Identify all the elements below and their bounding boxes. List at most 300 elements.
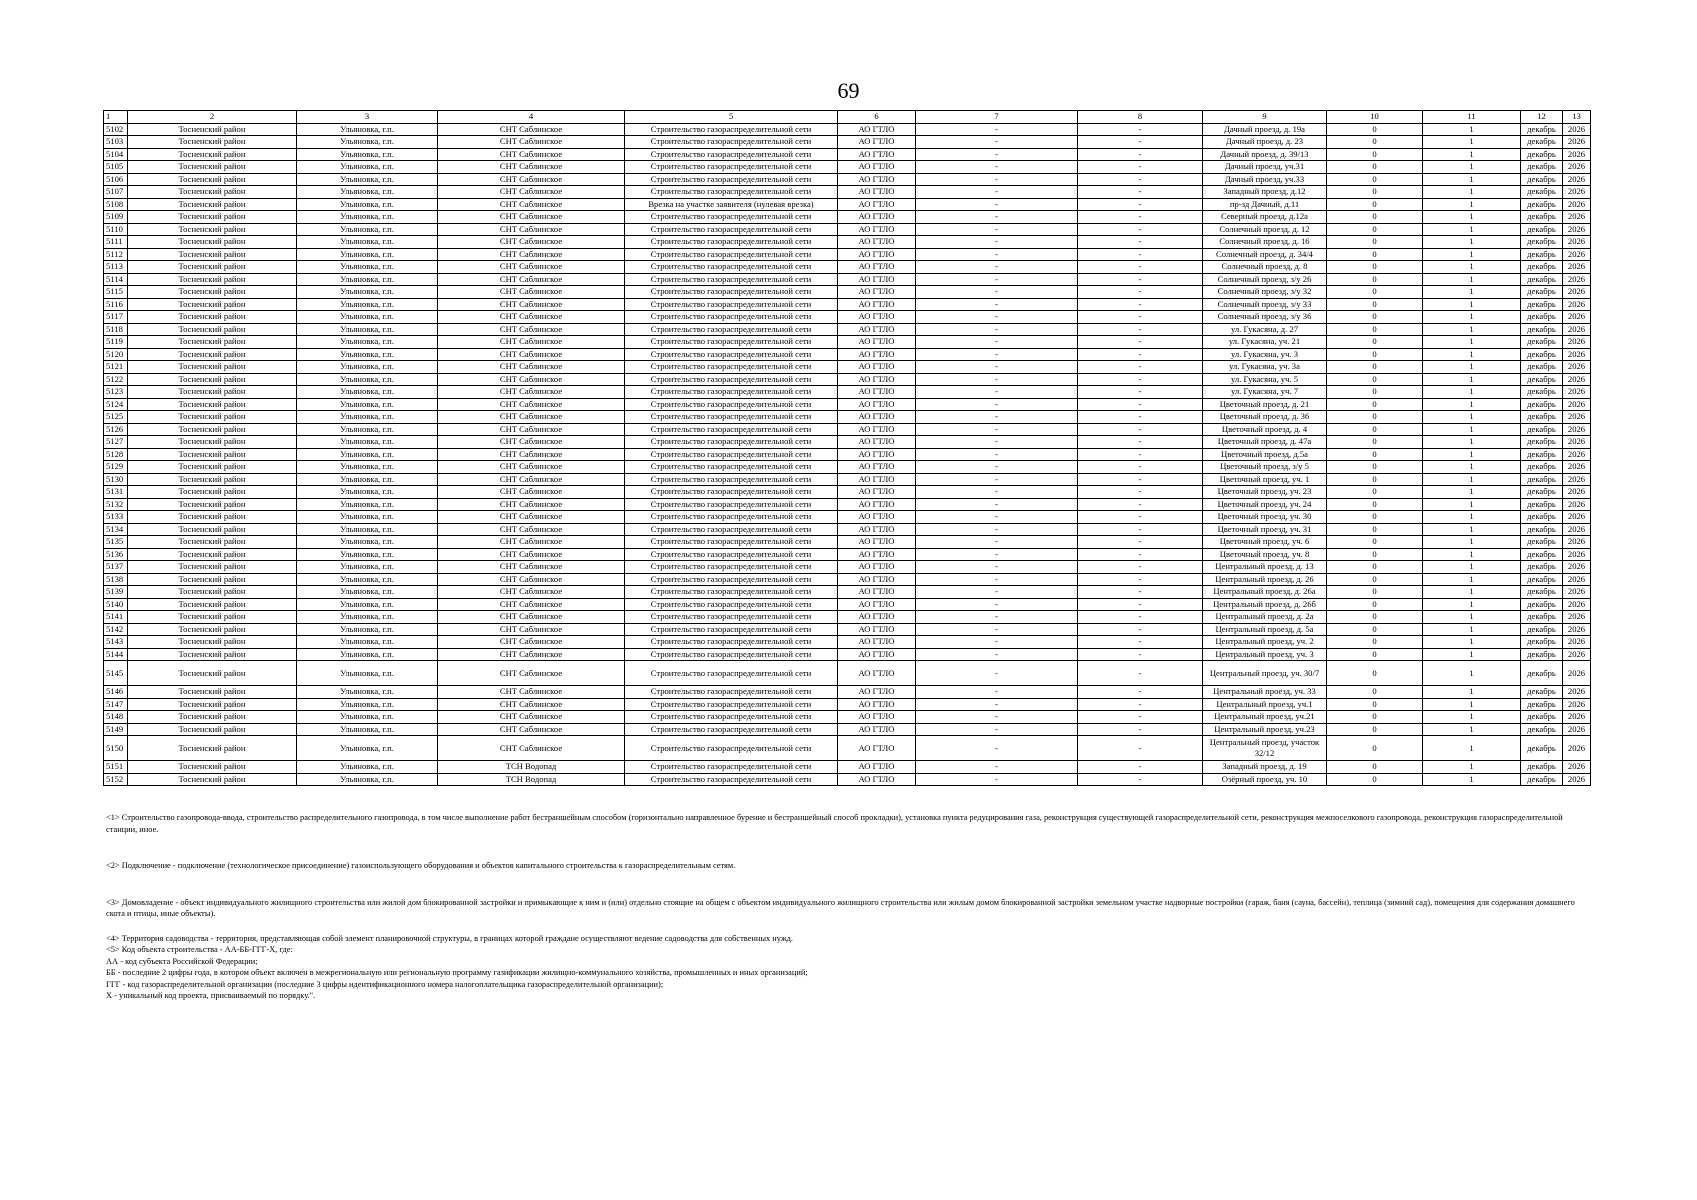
table-row [104, 461, 1591, 474]
table-cell-col-6: АО ГТЛО [838, 186, 916, 199]
table-cell-col-9: Центральный проезд, участок 32/12 [1203, 736, 1327, 761]
table-cell-col-8: - [1078, 148, 1203, 161]
table-cell-col-9: Цветочный проезд, уч. 6 [1203, 536, 1327, 549]
table-cell-col-7: - [916, 436, 1078, 449]
table-cell-col-7: - [916, 286, 1078, 299]
table-cell-col-6: 6 [838, 111, 916, 124]
table-cell-col-3: Ульяновка, г.п. [297, 211, 438, 224]
table-cell-col-13: 2026 [1563, 373, 1591, 386]
table-cell-col-7: - [916, 586, 1078, 599]
table-cell-col-9: Солнечный проезд, з/у 26 [1203, 273, 1327, 286]
table-cell-col-10: 0 [1327, 336, 1423, 349]
table-cell-col-5: Строительство газораспределительной сети [625, 548, 838, 561]
table-cell-col-1: 5113 [104, 261, 128, 274]
table-cell-col-8: - [1078, 173, 1203, 186]
table-cell-col-6: АО ГТЛО [838, 698, 916, 711]
table-cell-col-1: 5112 [104, 248, 128, 261]
table-cell-col-8: - [1078, 311, 1203, 324]
table-row [104, 436, 1591, 449]
table-cell-col-13: 13 [1563, 111, 1591, 124]
table-cell-col-5: Строительство газораспределительной сети [625, 348, 838, 361]
table-cell-col-12: декабрь [1521, 723, 1563, 736]
table-cell-col-11: 1 [1423, 548, 1521, 561]
table-row [104, 361, 1591, 374]
table-cell-col-9: Солнечный проезд, д. 8 [1203, 261, 1327, 274]
table-cell-col-9: ул. Гукасяна, уч. 5 [1203, 373, 1327, 386]
table-cell-col-13: 2026 [1563, 573, 1591, 586]
table-cell-col-10: 0 [1327, 586, 1423, 599]
table-cell-col-6: АО ГТЛО [838, 486, 916, 499]
table-cell-col-12: декабрь [1521, 698, 1563, 711]
table-cell-col-7: - [916, 373, 1078, 386]
table-cell-col-10: 0 [1327, 698, 1423, 711]
table-cell-col-10: 0 [1327, 511, 1423, 524]
table-cell-col-9: Центральный проезд, д. 2а [1203, 611, 1327, 624]
table-cell-col-7: - [916, 536, 1078, 549]
table-cell-col-13: 2026 [1563, 661, 1591, 686]
table-cell-col-11: 1 [1423, 173, 1521, 186]
table-cell-col-6: АО ГТЛО [838, 311, 916, 324]
table-row [104, 661, 1591, 686]
table-cell-col-13: 2026 [1563, 436, 1591, 449]
table-cell-col-13: 2026 [1563, 273, 1591, 286]
table-cell-col-10: 0 [1327, 473, 1423, 486]
page-number: 69 [837, 78, 860, 103]
table-cell-col-6: АО ГТЛО [838, 361, 916, 374]
table-row [104, 398, 1591, 411]
table-cell-col-8: - [1078, 461, 1203, 474]
table-cell-col-3: Ульяновка, г.п. [297, 461, 438, 474]
table-cell-col-2: Тосненский район [128, 648, 297, 661]
table-cell-col-4: СНТ Саблинское [438, 611, 625, 624]
table-cell-col-6: АО ГТЛО [838, 611, 916, 624]
table-cell-col-13: 2026 [1563, 686, 1591, 699]
table-row [104, 523, 1591, 536]
table-cell-col-8: - [1078, 473, 1203, 486]
table-cell-col-13: 2026 [1563, 348, 1591, 361]
table-cell-col-8: - [1078, 636, 1203, 649]
table-cell-col-1: 5121 [104, 361, 128, 374]
gasification-table [103, 110, 1591, 786]
table-cell-col-8: - [1078, 573, 1203, 586]
table-cell-col-6: АО ГТЛО [838, 586, 916, 599]
table-cell-col-1: 5144 [104, 648, 128, 661]
table-cell-col-2: Тосненский район [128, 261, 297, 274]
table-cell-col-11: 1 [1423, 398, 1521, 411]
table-cell-col-6: АО ГТЛО [838, 161, 916, 174]
table-cell-col-4: СНТ Саблинское [438, 361, 625, 374]
table-cell-col-5: Строительство газораспределительной сети [625, 286, 838, 299]
table-row [104, 236, 1591, 249]
table-cell-col-9: ул. Гукасяна, уч. 21 [1203, 336, 1327, 349]
table-cell-col-7: - [916, 686, 1078, 699]
table-cell-col-4: СНТ Саблинское [438, 411, 625, 424]
table-cell-col-5: Строительство газораспределительной сети [625, 586, 838, 599]
table-cell-col-6: АО ГТЛО [838, 648, 916, 661]
table-cell-col-2: Тосненский район [128, 723, 297, 736]
table-cell-col-3: Ульяновка, г.п. [297, 261, 438, 274]
table-cell-col-5: Строительство газораспределительной сети [625, 723, 838, 736]
table-cell-col-3: Ульяновка, г.п. [297, 661, 438, 686]
table-cell-col-11: 1 [1423, 186, 1521, 199]
table-cell-col-1: 5145 [104, 661, 128, 686]
table-row [104, 161, 1591, 174]
table-cell-col-12: декабрь [1521, 161, 1563, 174]
table-cell-col-12: декабрь [1521, 286, 1563, 299]
table-cell-col-2: Тосненский район [128, 173, 297, 186]
table-cell-col-8: - [1078, 248, 1203, 261]
table-cell-col-3: Ульяновка, г.п. [297, 398, 438, 411]
table-cell-col-4: СНТ Саблинское [438, 398, 625, 411]
footnote-5-x: Х - уникальный код проекта, присваиваемый по порядку.". [106, 991, 316, 1000]
table-cell-col-13: 2026 [1563, 398, 1591, 411]
table-cell-col-13: 2026 [1563, 286, 1591, 299]
table-cell-col-2: Тосненский район [128, 323, 297, 336]
table-cell-col-2: Тосненский район [128, 373, 297, 386]
table-cell-col-8: - [1078, 186, 1203, 199]
table-cell-col-8: - [1078, 386, 1203, 399]
table-row [104, 686, 1591, 699]
table-cell-col-5: Строительство газораспределительной сети [625, 611, 838, 624]
table-cell-col-7: - [916, 486, 1078, 499]
table-cell-col-12: декабрь [1521, 348, 1563, 361]
table-cell-col-3: Ульяновка, г.п. [297, 623, 438, 636]
table-cell-col-9: Цветочный проезд, уч. 31 [1203, 523, 1327, 536]
table-cell-col-1: 5125 [104, 411, 128, 424]
table-cell-col-4: СНТ Саблинское [438, 423, 625, 436]
table-cell-col-11: 1 [1423, 123, 1521, 136]
table-cell-col-13: 2026 [1563, 311, 1591, 324]
table-cell-col-10: 0 [1327, 498, 1423, 511]
table-cell-col-4: СНТ Саблинское [438, 461, 625, 474]
table-cell-col-4: СНТ Саблинское [438, 536, 625, 549]
table-row [104, 473, 1591, 486]
table-row [104, 561, 1591, 574]
table-cell-col-6: АО ГТЛО [838, 398, 916, 411]
table-cell-col-8: - [1078, 298, 1203, 311]
table-cell-col-5: Строительство газораспределительной сети [625, 398, 838, 411]
table-cell-col-10: 0 [1327, 161, 1423, 174]
table-cell-col-10: 0 [1327, 211, 1423, 224]
table-cell-col-2: Тосненский район [128, 136, 297, 149]
table-cell-col-13: 2026 [1563, 386, 1591, 399]
table-cell-col-3: Ульяновка, г.п. [297, 198, 438, 211]
table-cell-col-7: - [916, 473, 1078, 486]
table-cell-col-6: АО ГТЛО [838, 536, 916, 549]
table-row [104, 348, 1591, 361]
table-cell-col-4: СНТ Саблинское [438, 198, 625, 211]
table-cell-col-1: 5108 [104, 198, 128, 211]
table-cell-col-5: Строительство газораспределительной сети [625, 123, 838, 136]
table-cell-col-9: Цветочный проезд, д. 4 [1203, 423, 1327, 436]
table-cell-col-12: декабрь [1521, 211, 1563, 224]
table-cell-col-6: АО ГТЛО [838, 573, 916, 586]
table-cell-col-1: 5116 [104, 298, 128, 311]
table-cell-col-1: 5129 [104, 461, 128, 474]
table-row [104, 736, 1591, 761]
table-row [104, 723, 1591, 736]
table-cell-col-9: Цветочный проезд, уч. 30 [1203, 511, 1327, 524]
table-row [104, 323, 1591, 336]
table-cell-col-8: - [1078, 523, 1203, 536]
table-row [104, 298, 1591, 311]
table-cell-col-4: СНТ Саблинское [438, 573, 625, 586]
table-cell-col-1: 5137 [104, 561, 128, 574]
table-cell-col-11: 1 [1423, 286, 1521, 299]
table-cell-col-6: АО ГТЛО [838, 373, 916, 386]
table-cell-col-5: Строительство газораспределительной сети [625, 148, 838, 161]
table-row [104, 586, 1591, 599]
footnote-2: <2> Подключение - подключение (технологическое присоединение) газоиспользующего оборудования и объектов капитального строительства к газораспределительным сетям. [106, 861, 736, 870]
table-cell-col-4: СНТ Саблинское [438, 736, 625, 761]
table-cell-col-3: Ульяновка, г.п. [297, 698, 438, 711]
table-cell-col-12: декабрь [1521, 461, 1563, 474]
table-row [104, 423, 1591, 436]
table-cell-col-11: 1 [1423, 198, 1521, 211]
table-cell-col-11: 1 [1423, 511, 1521, 524]
table-cell-col-8: - [1078, 486, 1203, 499]
table-cell-col-9: Центральный проезд, уч.23 [1203, 723, 1327, 736]
table-cell-col-6: АО ГТЛО [838, 348, 916, 361]
table-cell-col-6: АО ГТЛО [838, 411, 916, 424]
table-cell-col-9: Центральный проезд, уч. 33 [1203, 686, 1327, 699]
table-cell-col-10: 0 [1327, 123, 1423, 136]
table-cell-col-8: - [1078, 323, 1203, 336]
table-cell-col-3: Ульяновка, г.п. [297, 511, 438, 524]
table-cell-col-10: 0 [1327, 361, 1423, 374]
table-cell-col-7: - [916, 123, 1078, 136]
table-cell-col-12: декабрь [1521, 386, 1563, 399]
table-cell-col-8: - [1078, 373, 1203, 386]
table-cell-col-8: - [1078, 761, 1203, 774]
table-cell-col-4: СНТ Саблинское [438, 286, 625, 299]
table-row [104, 711, 1591, 724]
table-cell-col-8: - [1078, 411, 1203, 424]
table-cell-col-9: Цветочный проезд, уч. 8 [1203, 548, 1327, 561]
table-cell-col-6: АО ГТЛО [838, 636, 916, 649]
table-cell-col-11: 1 [1423, 698, 1521, 711]
table-cell-col-8: - [1078, 336, 1203, 349]
table-cell-col-1: 5130 [104, 473, 128, 486]
table-cell-col-3: Ульяновка, г.п. [297, 436, 438, 449]
table-cell-col-12: декабрь [1521, 236, 1563, 249]
table-cell-col-1: 5150 [104, 736, 128, 761]
table-cell-col-7: - [916, 236, 1078, 249]
table-cell-col-7: - [916, 311, 1078, 324]
table-cell-col-2: Тосненский район [128, 686, 297, 699]
table-cell-col-8: - [1078, 586, 1203, 599]
table-cell-col-12: декабрь [1521, 598, 1563, 611]
table-cell-col-6: АО ГТЛО [838, 498, 916, 511]
table-cell-col-10: 0 [1327, 723, 1423, 736]
table-row [104, 211, 1591, 224]
table-cell-col-4: ТСН Водопад [438, 761, 625, 774]
table-cell-col-12: декабрь [1521, 636, 1563, 649]
table-cell-col-6: АО ГТЛО [838, 761, 916, 774]
table-cell-col-6: АО ГТЛО [838, 123, 916, 136]
table-cell-col-4: СНТ Саблинское [438, 223, 625, 236]
table-row [104, 386, 1591, 399]
table-cell-col-8: - [1078, 236, 1203, 249]
table-cell-col-7: - [916, 261, 1078, 274]
table-cell-col-5: Строительство газораспределительной сети [625, 736, 838, 761]
table-cell-col-7: - [916, 323, 1078, 336]
table-cell-col-9: ул. Гукасяна, д. 27 [1203, 323, 1327, 336]
table-cell-col-4: СНТ Саблинское [438, 523, 625, 536]
footnote-5-aa: АА - код субъекта Российской Федерации; [106, 956, 258, 966]
table-cell-col-11: 1 [1423, 523, 1521, 536]
table-cell-col-1: 5126 [104, 423, 128, 436]
table-cell-col-4: СНТ Саблинское [438, 648, 625, 661]
table-cell-col-6: АО ГТЛО [838, 323, 916, 336]
table-cell-col-4: СНТ Саблинское [438, 148, 625, 161]
table-cell-col-10: 0 [1327, 386, 1423, 399]
table-cell-col-4: СНТ Саблинское [438, 161, 625, 174]
table-cell-col-3: Ульяновка, г.п. [297, 523, 438, 536]
table-cell-col-1: 5109 [104, 211, 128, 224]
footnote-5-ggg: ГГГ - код газораспределительной организации (последние 3 цифры идентификационного номера налогоплательщика газораспределительной организации); [106, 979, 664, 989]
table-cell-col-10: 0 [1327, 486, 1423, 499]
table-cell-col-12: декабрь [1521, 298, 1563, 311]
table-cell-col-12: декабрь [1521, 498, 1563, 511]
table-cell-col-12: декабрь [1521, 473, 1563, 486]
table-cell-col-13: 2026 [1563, 611, 1591, 624]
footnote-3: <3> Домовладение - объект индивидуального жилищного строительства или жилой дом блокированной застройки и примыкающие к ним и (или) отдельно стоящие на общем с объектом индивидуального жилищного строительства или жилым домом блокированной застройки земельном участке надворные постройки (гараж, баня (сауна, бассейн), теплица (зимний сад), помещения для содержания домашнего скота и птицы, иные объекты). [106, 897, 1575, 918]
table-cell-col-12: декабрь [1521, 761, 1563, 774]
table-cell-col-5: Строительство газораспределительной сети [625, 773, 838, 786]
table-cell-col-3: Ульяновка, г.п. [297, 173, 438, 186]
table-cell-col-11: 1 [1423, 348, 1521, 361]
table-cell-col-10: 0 [1327, 611, 1423, 624]
table-cell-col-10: 0 [1327, 236, 1423, 249]
table-cell-col-5: Строительство газораспределительной сети [625, 336, 838, 349]
table-cell-col-7: - [916, 573, 1078, 586]
table-cell-col-8: - [1078, 198, 1203, 211]
table-cell-col-5: Строительство газораспределительной сети [625, 298, 838, 311]
table-cell-col-5: Строительство газораспределительной сети [625, 411, 838, 424]
table-cell-col-12: 12 [1521, 111, 1563, 124]
table-cell-col-6: АО ГТЛО [838, 598, 916, 611]
table-cell-col-11: 1 [1423, 486, 1521, 499]
table-cell-col-9: Озёрный проезд, уч. 10 [1203, 773, 1327, 786]
table-cell-col-13: 2026 [1563, 723, 1591, 736]
table-cell-col-1: 5128 [104, 448, 128, 461]
table-cell-col-11: 1 [1423, 761, 1521, 774]
table-cell-col-4: СНТ Саблинское [438, 473, 625, 486]
table-cell-col-5: Строительство газораспределительной сети [625, 486, 838, 499]
table-cell-col-1: 5117 [104, 311, 128, 324]
table-cell-col-4: СНТ Саблинское [438, 386, 625, 399]
table-cell-col-8: - [1078, 498, 1203, 511]
table-cell-col-4: СНТ Саблинское [438, 298, 625, 311]
table-cell-col-7: - [916, 336, 1078, 349]
table-cell-col-3: Ульяновка, г.п. [297, 286, 438, 299]
table-cell-col-5: Строительство газораспределительной сети [625, 536, 838, 549]
table-cell-col-11: 1 [1423, 573, 1521, 586]
table-cell-col-4: СНТ Саблинское [438, 273, 625, 286]
table-cell-col-5: Строительство газораспределительной сети [625, 448, 838, 461]
table-row [104, 698, 1591, 711]
table-cell-col-1: 5138 [104, 573, 128, 586]
table-cell-col-12: декабрь [1521, 511, 1563, 524]
table-cell-col-7: - [916, 648, 1078, 661]
table-cell-col-4: СНТ Саблинское [438, 623, 625, 636]
table-cell-col-10: 0 [1327, 436, 1423, 449]
table-cell-col-2: Тосненский район [128, 523, 297, 536]
table-cell-col-12: декабрь [1521, 336, 1563, 349]
table-cell-col-13: 2026 [1563, 561, 1591, 574]
table-cell-col-13: 2026 [1563, 411, 1591, 424]
table-cell-col-3: 3 [297, 111, 438, 124]
table-cell-col-10: 0 [1327, 398, 1423, 411]
table-cell-col-9: Цветочный проезд, уч. 1 [1203, 473, 1327, 486]
table-cell-col-7: - [916, 248, 1078, 261]
table-cell-col-9: Солнечный проезд, з/у 36 [1203, 311, 1327, 324]
table-cell-col-11: 1 [1423, 211, 1521, 224]
table-cell-col-12: декабрь [1521, 411, 1563, 424]
table-cell-col-5: Строительство газораспределительной сети [625, 236, 838, 249]
table-cell-col-2: Тосненский район [128, 611, 297, 624]
table-cell-col-3: Ульяновка, г.п. [297, 736, 438, 761]
table-cell-col-9: Цветочный проезд, уч. 23 [1203, 486, 1327, 499]
table-cell-col-1: 5135 [104, 536, 128, 549]
table-cell-col-2: Тосненский район [128, 123, 297, 136]
table-cell-col-11: 1 [1423, 336, 1521, 349]
table-cell-col-5: Строительство газораспределительной сети [625, 386, 838, 399]
table-cell-col-9: Цветочный проезд, д. 47а [1203, 436, 1327, 449]
table-cell-col-9: Цветочный проезд, з/у 5 [1203, 461, 1327, 474]
table-cell-col-3: Ульяновка, г.п. [297, 548, 438, 561]
table-cell-col-4: СНТ Саблинское [438, 311, 625, 324]
table-cell-col-1: 5103 [104, 136, 128, 149]
table-cell-col-7: - [916, 661, 1078, 686]
table-cell-col-6: АО ГТЛО [838, 436, 916, 449]
table-cell-col-4: СНТ Саблинское [438, 586, 625, 599]
table-cell-col-6: АО ГТЛО [838, 173, 916, 186]
table-cell-col-3: Ульяновка, г.п. [297, 636, 438, 649]
table-cell-col-5: Строительство газораспределительной сети [625, 161, 838, 174]
table-row [104, 623, 1591, 636]
table-cell-col-3: Ульяновка, г.п. [297, 448, 438, 461]
table-cell-col-8: - [1078, 548, 1203, 561]
table-cell-col-12: декабрь [1521, 223, 1563, 236]
table-cell-col-2: Тосненский район [128, 411, 297, 424]
table-cell-col-4: СНТ Саблинское [438, 248, 625, 261]
table-cell-col-7: - [916, 711, 1078, 724]
table-cell-col-1: 5106 [104, 173, 128, 186]
table-cell-col-2: Тосненский район [128, 636, 297, 649]
table-cell-col-3: Ульяновка, г.п. [297, 648, 438, 661]
table-cell-col-11: 1 [1423, 586, 1521, 599]
table-row [104, 273, 1591, 286]
table-cell-col-5: Строительство газораспределительной сети [625, 648, 838, 661]
table-cell-col-1: 5124 [104, 398, 128, 411]
table-cell-col-1: 5118 [104, 323, 128, 336]
table-row [104, 448, 1591, 461]
table-cell-col-9: Центральный проезд, д. 26 [1203, 573, 1327, 586]
table-cell-col-6: АО ГТЛО [838, 548, 916, 561]
table-cell-col-2: Тосненский район [128, 448, 297, 461]
table-cell-col-12: декабрь [1521, 548, 1563, 561]
table-cell-col-4: СНТ Саблинское [438, 723, 625, 736]
table-cell-col-10: 0 [1327, 648, 1423, 661]
table-cell-col-10: 0 [1327, 148, 1423, 161]
table-cell-col-9: Дачный проезд, д. 19а [1203, 123, 1327, 136]
table-cell-col-9: Дачный проезд, д. 39/13 [1203, 148, 1327, 161]
table-cell-col-5: Строительство газораспределительной сети [625, 711, 838, 724]
table-cell-col-10: 0 [1327, 373, 1423, 386]
table-row [104, 548, 1591, 561]
